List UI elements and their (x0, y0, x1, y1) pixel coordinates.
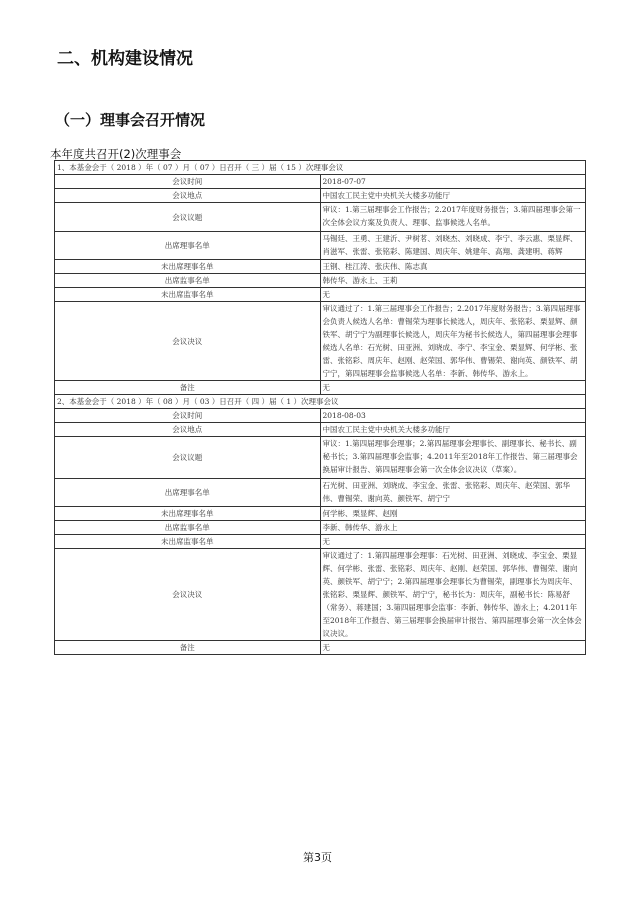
meeting-header-row (55, 161, 586, 175)
meeting-header: 1、本基金会于（ 2018 ）年（ 07 ）月（ 07 ）日召开（ 三 ）届（ 15 ）次理事会议 (55, 161, 586, 175)
row-value: 马锡廷、王勇、王建沂、尹树茗、刘晓杰、刘晓成、李宁、李云惠、栗显辉、肖滋军、张雷、张铭彩、陈建国、周庆年、姚建年、高翔、龚建明、蒋辉 (320, 232, 586, 260)
meeting-header-row (55, 395, 586, 409)
table-row (55, 507, 586, 521)
row-label: 会议地点 (55, 423, 321, 437)
row-label: 未出席理事名单 (55, 507, 321, 521)
row-label: 会议时间 (55, 409, 321, 423)
table-row (55, 521, 586, 535)
row-label: 出席理事名单 (55, 232, 321, 260)
page-number: 第3页 (303, 851, 332, 864)
table-row (55, 381, 586, 395)
row-value: 审议：1.第三届理事会工作报告；2.2017年度财务报告；3.第四届理事会第一次全体会议方案及负责人、理事、监事候选人名单。 (320, 203, 586, 232)
row-label: 出席监事名单 (55, 274, 321, 288)
table-row (55, 437, 586, 479)
row-label: 未出席监事名单 (55, 288, 321, 302)
row-value: 审议：1.第四届理事会理事；2.第四届理事会理事长、副理事长、秘书长、副秘书长；3.第四届理事会监事；4.2011年至2018年工作报告、第三届理事会换届审计报告、第四届理事会第一次全体会议决议（草案）。 (320, 437, 586, 479)
table-row (55, 260, 586, 274)
row-value: 无 (320, 641, 586, 655)
row-value: 中国农工民主党中央机关大楼多功能厅 (320, 189, 586, 203)
row-label: 会议议题 (55, 203, 321, 232)
row-label: 未出席监事名单 (55, 535, 321, 549)
row-value: 2018-08-03 (320, 409, 586, 423)
table-row (55, 641, 586, 655)
board-meetings-table (54, 160, 586, 655)
row-label: 未出席理事名单 (55, 260, 321, 274)
table-row (55, 288, 586, 302)
table-row (55, 189, 586, 203)
row-value: 无 (320, 288, 586, 302)
row-value: 中国农工民主党中央机关大楼多功能厅 (320, 423, 586, 437)
row-value: 无 (320, 381, 586, 395)
table-row (55, 409, 586, 423)
section-title: 二、机构建设情况 (57, 49, 193, 69)
row-label: 出席监事名单 (55, 521, 321, 535)
meeting-header: 2、本基金会于（ 2018 ）年（ 08 ）月（ 03 ）日召开（ 四 ）届（ 1 ）次理事会议 (55, 395, 586, 409)
table-row (55, 232, 586, 260)
row-label: 会议议题 (55, 437, 321, 479)
row-label: 备注 (55, 381, 321, 395)
row-label: 会议地点 (55, 189, 321, 203)
row-label: 出席理事名单 (55, 479, 321, 507)
table-row (55, 535, 586, 549)
row-value: 审议通过了：1.第四届理事会理事：石光树、田亚洲、刘晓成、李宝金、栗显辉、何学彬、张雷、张铭彩、周庆年、赵刚、赵荣国、郭华伟、曹锡荣、谢向英、颜铁军、胡宁宁；2.第四届理事会理事长为曹锡荣，副理事长为周庆年、张铭彩、栗显辉、颜铁军、胡宁宁，秘书长为：周庆年，副秘书长：陈易舒（常务）、蒋建国；3.第四届理事会监事：李新、韩传华、游永上；4.2011年至2018年工作报告、第三届理事会换届审计报告、第四届理事会第一次全体会议决议。 (320, 549, 586, 641)
table-row (55, 423, 586, 437)
table-row (55, 203, 586, 232)
table-row (55, 175, 586, 189)
row-label: 会议决议 (55, 302, 321, 381)
row-label: 备注 (55, 641, 321, 655)
row-label: 会议时间 (55, 175, 321, 189)
subsection-title: （一）理事会召开情况 (55, 111, 206, 129)
row-value: 石光树、田亚洲、刘晓成、李宝金、张雷、张铭彩、周庆年、赵荣国、郭华伟、曹锡荣、谢向英、颜铁军、胡宁宁 (320, 479, 586, 507)
table-row (55, 479, 586, 507)
row-value: 李新、韩传华、游永上 (320, 521, 586, 535)
row-value: 何学彬、栗显辉、赵刚 (320, 507, 586, 521)
row-value: 审议通过了：1.第三届理事会工作报告；2.2017年度财务报告；3.第四届理事会负责人候选人名单：曹锡荣为理事长候选人，周庆年、张铭彩、栗显辉、颜铁军、胡宁宁为副理事长候选人，周庆年为秘书长候选人，第四届理事会理事候选人名单：石光树、田亚洲、刘晓成、李宁、李宝金、栗显辉、何学彬、张雷、张铭彩、周庆年、赵刚、赵荣国、郭华伟、曹锡荣、谢向英、颜铁军、胡宁宁，第四届理事会监事候选人名单：李新、韩传华、游永上。 (320, 302, 586, 381)
row-value: 无 (320, 535, 586, 549)
row-label: 会议决议 (55, 549, 321, 641)
table-row (55, 549, 586, 641)
row-value: 韩传华、游永上、王莉 (320, 274, 586, 288)
row-value: 王钢、桂江涛、张庆伟、陈志真 (320, 260, 586, 274)
table-row (55, 274, 586, 288)
row-value: 2018-07-07 (320, 175, 586, 189)
meeting-count-text: 本年度共召开(2)次理事会 (50, 147, 182, 161)
table-row (55, 302, 586, 381)
